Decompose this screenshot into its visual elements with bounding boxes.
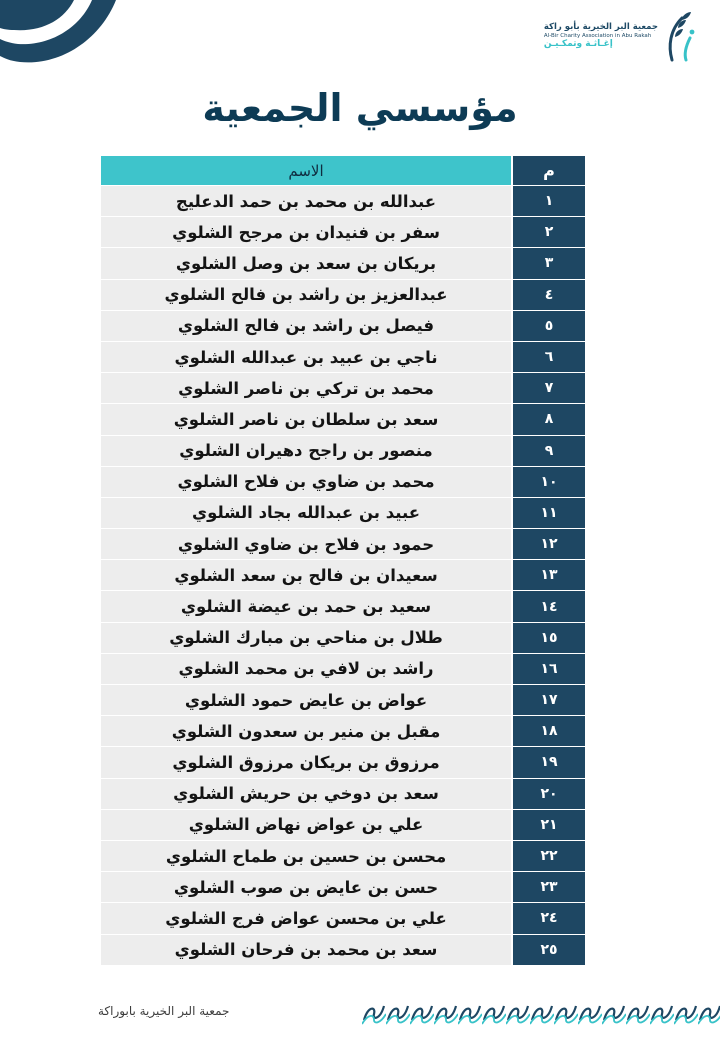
founder-name: طلال بن مناحي بن مبارك الشلوي (101, 623, 511, 653)
founder-name: راشد بن لافي بن محمد الشلوي (101, 654, 511, 684)
row-number: ٢٥ (513, 935, 585, 965)
table-row (101, 311, 585, 342)
row-number: ١٤ (513, 591, 585, 621)
table-row (101, 467, 585, 498)
founder-name: محسن بن حسين بن طماح الشلوي (101, 841, 511, 871)
table-row (101, 591, 585, 622)
footer-association-name: جمعية البر الخيرية بابوراكة (98, 1004, 230, 1018)
founder-name: سعد بن محمد بن فرحان الشلوي (101, 935, 511, 965)
table-row (101, 872, 585, 903)
table-row (101, 186, 585, 217)
founder-name: حسن بن عايض بن صوب الشلوي (101, 872, 511, 902)
row-number: ١٢ (513, 529, 585, 559)
row-number: ١٠ (513, 467, 585, 497)
founder-name: عبدالله بن محمد بن حمد الدعليج (101, 186, 511, 216)
association-logo (544, 10, 698, 62)
name-column-header: الاسم (101, 156, 511, 185)
table-row (101, 373, 585, 404)
row-number: ١٨ (513, 716, 585, 746)
row-number: ٣ (513, 248, 585, 278)
founder-name: سعد بن دوخي بن حريش الشلوي (101, 779, 511, 809)
founder-name: عبيد بن عبدالله بجاد الشلوي (101, 498, 511, 528)
row-number: ١٥ (513, 623, 585, 653)
row-number: ١٦ (513, 654, 585, 684)
table-row (101, 280, 585, 311)
table-row (101, 623, 585, 654)
row-number: ١ (513, 186, 585, 216)
founder-name: عبدالعزيز بن راشد بن فالح الشلوي (101, 280, 511, 310)
table-row (101, 654, 585, 685)
row-number: ٢٤ (513, 903, 585, 933)
row-number: ٧ (513, 373, 585, 403)
row-number: ٢٣ (513, 872, 585, 902)
row-number: ٢١ (513, 810, 585, 840)
table-row (101, 248, 585, 279)
page-title: مؤسسي الجمعية (202, 86, 518, 130)
table-row (101, 529, 585, 560)
table-row (101, 779, 585, 810)
founder-name: مرزوق بن بريكان مرزوق الشلوي (101, 747, 511, 777)
row-number: ٤ (513, 280, 585, 310)
table-row (101, 560, 585, 591)
founder-name: سعيد بن حمد بن عيضة الشلوي (101, 591, 511, 621)
row-number: ٨ (513, 404, 585, 434)
table-row (101, 685, 585, 716)
table-row (101, 810, 585, 841)
row-number: ١١ (513, 498, 585, 528)
row-number: ٦ (513, 342, 585, 372)
logo-name-english: Al-Bir Charity Association in Abu Rakah (543, 32, 652, 39)
table-row (101, 404, 585, 435)
table-row (101, 716, 585, 747)
row-number: ١٧ (513, 685, 585, 715)
row-number: ٩ (513, 436, 585, 466)
founder-name: علي بن عواض نهاض الشلوي (101, 810, 511, 840)
row-number: ٥ (513, 311, 585, 341)
founder-name: حمود بن فلاح بن ضاوي الشلوي (101, 529, 511, 559)
table-row (101, 841, 585, 872)
table-header-row (101, 156, 585, 186)
footer-wave-pattern (362, 1000, 720, 1026)
wheat-logo-icon (664, 10, 698, 62)
founder-name: محمد بن تركي بن ناصر الشلوي (101, 373, 511, 403)
corner-swoosh-decoration (0, 0, 120, 66)
row-number: ٢٢ (513, 841, 585, 871)
row-number: ١٣ (513, 560, 585, 590)
logo-name-arabic: جمعية البر الخيرية بأبو راكة (543, 21, 658, 32)
table-row (101, 342, 585, 373)
founder-name: علي بن محسن عواض فرج الشلوي (101, 903, 511, 933)
table-row (101, 935, 585, 966)
founder-name: فيصل بن راشد بن فالح الشلوي (101, 311, 511, 341)
logo-tagline: إغـاثـة وتمكـيـن (543, 38, 613, 49)
table-row (101, 903, 585, 934)
table-row (101, 436, 585, 467)
founder-name: بريكان بن سعد بن وصل الشلوي (101, 248, 511, 278)
founder-name: سعد بن سلطان بن ناصر الشلوي (101, 404, 511, 434)
row-number: ١٩ (513, 747, 585, 777)
founder-name: سعيدان بن فالح بن سعد الشلوي (101, 560, 511, 590)
table-row (101, 217, 585, 248)
founder-name: عواض بن عايض حمود الشلوي (101, 685, 511, 715)
number-column-header: م (513, 156, 585, 185)
founder-name: سفر بن فنيدان بن مرجح الشلوي (101, 217, 511, 247)
founders-table (101, 156, 585, 966)
founder-name: ناجي بن عبيد بن عبدالله الشلوي (101, 342, 511, 372)
founder-name: مقبل بن منير بن سعدون الشلوي (101, 716, 511, 746)
founder-name: محمد بن ضاوي بن فلاح الشلوي (101, 467, 511, 497)
table-row (101, 498, 585, 529)
founder-name: منصور بن راجح دهيران الشلوي (101, 436, 511, 466)
table-row (101, 747, 585, 778)
row-number: ٢ (513, 217, 585, 247)
row-number: ٢٠ (513, 779, 585, 809)
